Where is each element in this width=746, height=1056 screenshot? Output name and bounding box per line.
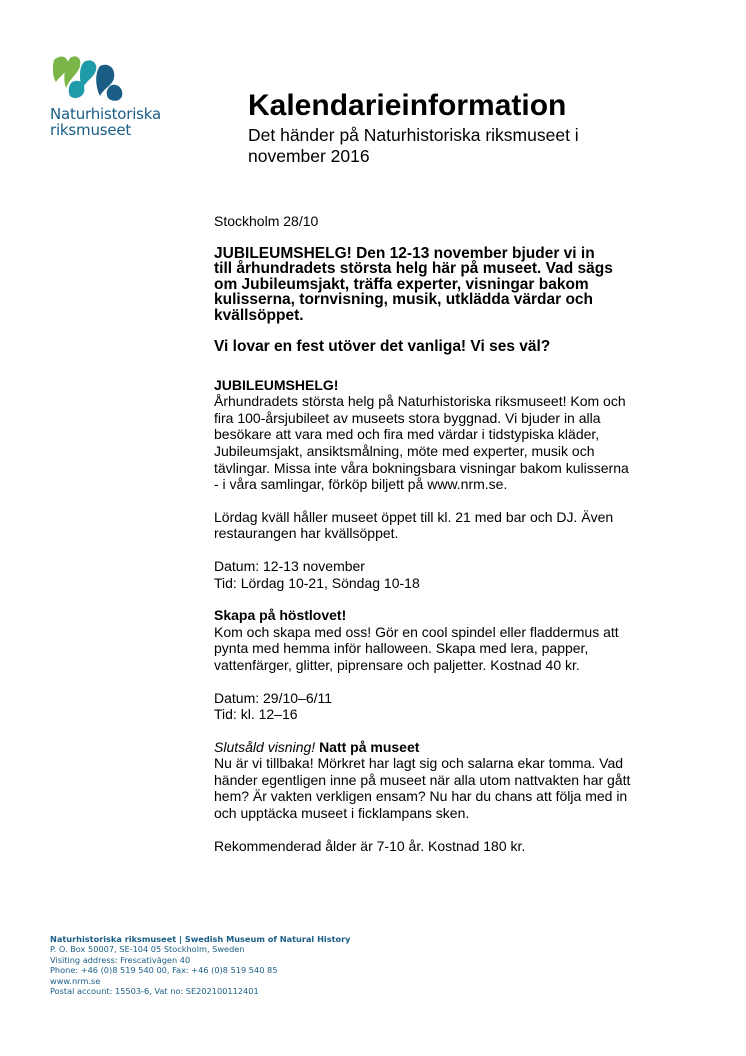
lead-paragraph	[214, 246, 704, 324]
body-line: fira 100-årsjubileet av museets stora byggnad. Vi bjuder in alla	[214, 409, 601, 426]
body-line: hem? Är vakten verkligen ensam? Nu har du chans att följa med in	[214, 788, 628, 805]
lead-line: om Jubileumsjakt, träffa experter, visningar bakom	[214, 275, 589, 293]
body-line: Jubileumsjakt, ansiktsmålning, möte med experter, musik och	[214, 442, 595, 459]
lead-line: kvällsöppet.	[214, 306, 304, 324]
body-line: och upptäcka museet i ficklampans sken.	[214, 805, 470, 822]
section-heading: JUBILEUMSHELG!	[214, 376, 339, 393]
body-line: besökare att vara med och fira med värdar i tidstypiska kläder,	[214, 426, 600, 443]
event-time: Tid: kl. 12–16	[214, 706, 298, 723]
section-heading: Skapa på höstlovet!	[214, 607, 347, 624]
logo-line-1: Naturhistoriska	[50, 105, 162, 123]
body-line: vattenfärger, glitter, piprensare och paljetter. Kostnad 40 kr.	[214, 656, 580, 673]
event-date: Datum: 29/10–6/11	[214, 689, 333, 706]
footer-postal: Postal account: 15503-6, Vat no: SE202100112401	[50, 986, 259, 997]
section-jubileumshelg	[214, 377, 704, 592]
subtitle-line-1: Det händer på Naturhistoriska riksmuseet i	[248, 125, 579, 145]
body-line: pynta med hemma inför halloween. Skapa med lera, papper,	[214, 640, 589, 657]
footer-phone: Phone: +46 (0)8 519 540 00, Fax: +46 (0)8 519 540 85	[50, 965, 278, 976]
footer-visiting: Visiting address: Frescativägen 40	[50, 954, 191, 965]
footer-address: P. O. Box 50007, SE-104 05 Stockholm, Sweden	[50, 944, 245, 955]
page-title: Kalendarieinformation	[248, 89, 567, 122]
body-line: händer egentligen inne på museet när alla utom nattvakten har gått	[214, 771, 631, 788]
section-heading	[214, 739, 704, 756]
lead-closing: Vi lovar en fest utöver det vanliga! Vi ses väl?	[214, 338, 551, 356]
footer-web: www.nrm.se	[50, 975, 101, 986]
museum-logo	[50, 52, 170, 138]
section-title: Natt på museet	[319, 738, 420, 755]
section-natt-pa-museet	[214, 739, 704, 855]
body-line: - i våra samlingar, förköp biljett på www.nrm.se.	[214, 476, 508, 493]
body-line: Kom och skapa med oss! Gör en cool spindel eller fladdermus att	[214, 623, 619, 640]
body-line: tävlingar. Missa inte våra bokningsbara visningar bakom kulisserna	[214, 459, 629, 476]
press-release-body	[214, 213, 704, 854]
footer-contact	[50, 934, 470, 996]
body-line: restaurangen har kvällsöppet.	[214, 525, 399, 542]
lead-line: JUBILEUMSHELG! Den 12-13 november bjuder vi in	[214, 244, 595, 262]
logo-mark-icon	[50, 52, 128, 102]
lead-line: kulisserna, tornvisning, musik, utklädda värdar och	[214, 291, 594, 309]
subtitle-line-2: november 2016	[248, 146, 370, 166]
event-date: Datum: 12-13 november	[214, 557, 365, 574]
page-subtitle	[248, 125, 718, 167]
event-time: Tid: Lördag 10-21, Söndag 10-18	[214, 574, 420, 591]
age-cost-note: Rekommenderad ålder är 7-10 år. Kostnad 180 kr.	[214, 837, 526, 854]
body-line: Nu är vi tillbaka! Mörkret har lagt sig och salarna ekar tomma. Vad	[214, 755, 624, 772]
logo-line-2: riksmuseet	[50, 121, 132, 139]
section-skapa	[214, 607, 704, 723]
body-line: Århundradets största helg på Naturhistoriska riksmuseet! Kom och	[214, 393, 626, 410]
footer-org: Naturhistoriska riksmuseet | Swedish Museum of Natural History	[50, 934, 351, 944]
sold-out-label: Slutsåld visning!	[214, 738, 316, 755]
page-header	[248, 88, 718, 167]
body-line: Lördag kväll håller museet öppet till kl. 21 med bar och DJ. Även	[214, 508, 614, 525]
logo-wordmark	[50, 106, 170, 138]
dateline: Stockholm 28/10	[214, 213, 319, 229]
lead-line: till århundradets största helg här på museet. Vad sägs	[214, 260, 613, 278]
